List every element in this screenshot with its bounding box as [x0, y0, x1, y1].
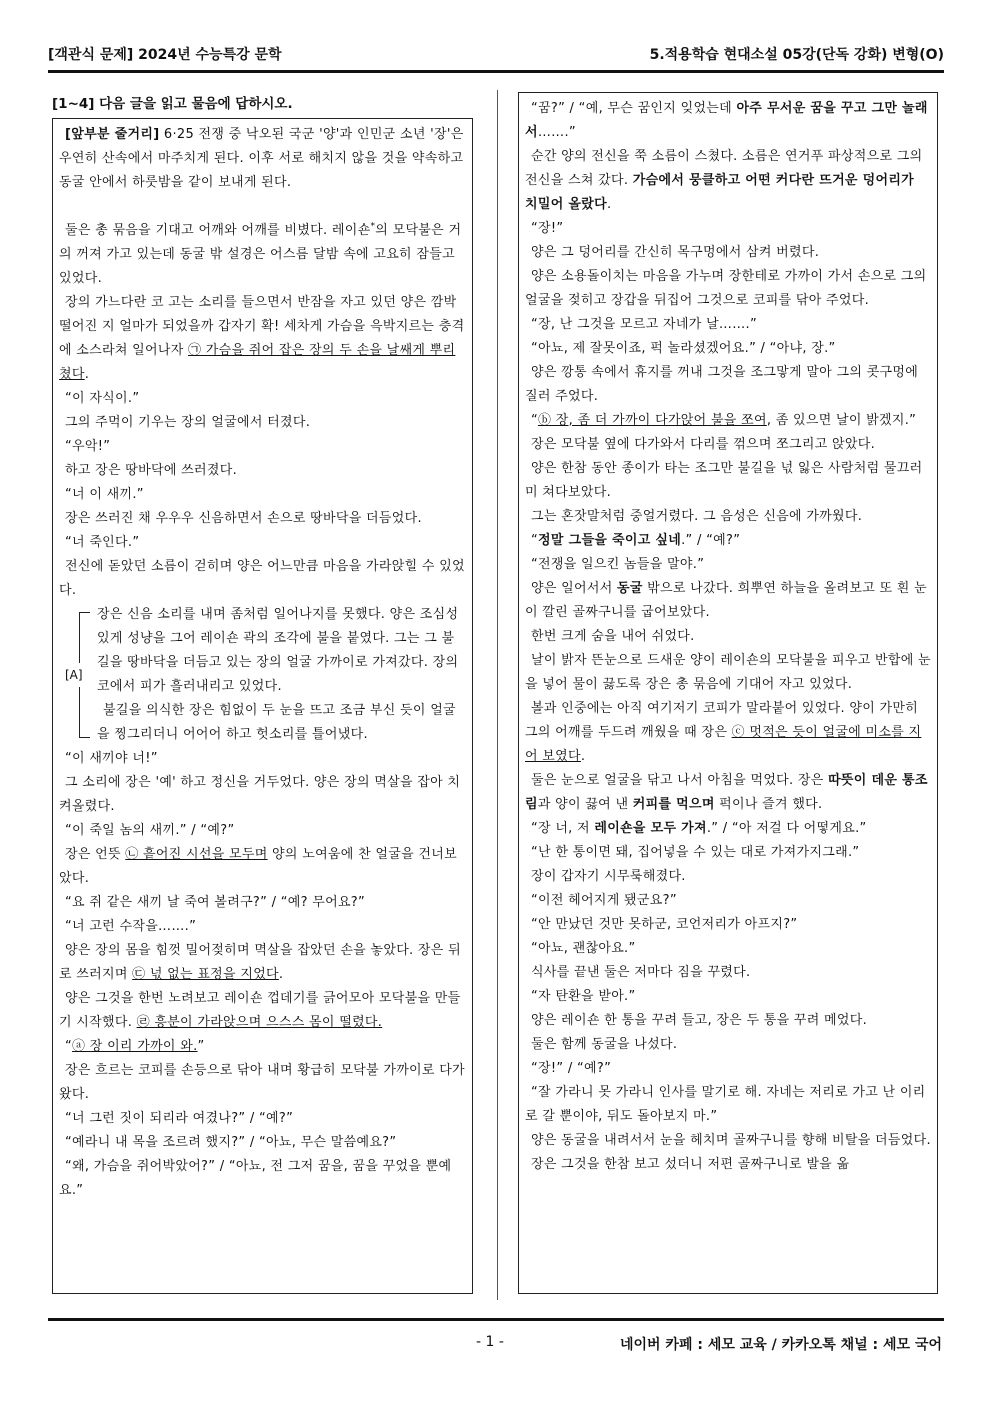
paragraph: “장!” / “예?” [531, 1061, 612, 1076]
footer-rule [48, 1318, 944, 1321]
paragraph: 불길을 의식한 장은 힘없이 두 눈을 뜨고 조금 부신 듯이 얼굴을 찡그리더니 어어어 하고 헛소리를 틀어냈다. [97, 703, 456, 742]
paragraph: 장은 언뜻 ㉡ 흩어진 시선을 모두며 양의 노여움에 찬 얼굴을 건너보았다. [59, 847, 457, 886]
paragraph: 양은 장의 몸을 힘껏 밀어젖히며 멱살을 잡았던 손을 놓았다. 장은 뒤로 쓰러지며 ㉢ 넋 없는 표정을 지었다. [59, 943, 461, 982]
passage-left-box [52, 118, 473, 1294]
paragraph: 양은 일어서서 동굴 밖으로 나갔다. 희뿌연 하늘을 올려보고 또 흰 눈이 깔린 골짜구니를 굽어보았다. [525, 581, 927, 620]
paragraph: 둘은 눈으로 얼굴을 닦고 나서 아침을 먹었다. 장은 따뜻이 데운 통조림과 양이 끓여 낸 커피를 먹으며 퍽이나 즐겨 했다. [525, 773, 928, 812]
paragraph: 장이 갑자기 시무룩해졌다. [531, 869, 686, 884]
underline-c: ㉢ 넋 없는 표정을 지었다 [132, 967, 279, 982]
paragraph: 장은 모닥불 옆에 다가와서 다리를 꺾으며 쪼그리고 앉았다. [531, 437, 876, 452]
paragraph: “정말 그들을 죽이고 싶네.” / “예?” [531, 533, 741, 548]
paragraph: “자 탄환을 받아.” [531, 989, 636, 1004]
page-header [48, 44, 944, 66]
paragraph: 장은 쓰러진 채 우우우 신음하면서 손으로 땅바닥을 더듬었다. [65, 511, 422, 526]
paragraph: 양은 깡통 속에서 휴지를 꺼내 그것을 조그맣게 말아 그의 콧구멍에 질러 주었다. [525, 365, 919, 404]
paragraph: 양은 레이숀 한 통을 꾸려 들고, 장은 두 통을 꾸려 메었다. [531, 1013, 868, 1028]
paragraph: 둘은 총 묶음을 기대고 어깨와 어깨를 비볐다. 레이숀*의 모닥불은 거의 꺼져 가고 있는데 동굴 밖 설경은 어스름 달밤 속에 고요히 잠들고 있었다. [59, 221, 462, 286]
paragraph: “ⓐ 장 이리 가까이 와.” [65, 1039, 205, 1054]
paragraph: “장!” [531, 221, 564, 236]
page-number: - 1 - [476, 1334, 504, 1350]
underline-b: ㉡ 흩어진 시선을 모두며 [125, 847, 268, 862]
bracket-label: [A] [65, 663, 83, 687]
paragraph: 전신에 돋았던 소름이 걷히며 양은 어느만큼 마음을 가라앉힐 수 있었다. [59, 559, 465, 598]
paragraph: 장은 흐르는 코피를 손등으로 닦아 내며 황급히 모닥불 가까이로 다가왔다. [59, 1063, 465, 1102]
paragraph: “꿈?” / “예, 무슨 꿈인지 잊었는데 아주 무서운 꿈을 꾸고 그만 놀래서…….” [525, 101, 928, 140]
footer-credit: 네이버 카페 : 세모 교육 / 카카오톡 채널 : 세모 국어 [619, 1337, 942, 1353]
header-section: 5.적용학습 현대소설 05강(단독 강화) 변형(O) [649, 47, 944, 63]
paragraph: “아뇨, 괜찮아요.” [531, 941, 636, 956]
header-title: [객관식 문제] 2024년 수능특강 문학 [48, 47, 282, 63]
paragraph: 순간 양의 전신을 쭉 소름이 스쳤다. 소름은 연거푸 파상적으로 그의 전신을 스쳐 갔다. 가슴에서 뭉클하고 어떤 커다란 뜨거운 덩어리가 치밀어 올랐다. [525, 149, 923, 212]
paragraph: 그는 혼잣말처럼 중얼거렸다. 그 음성은 신음에 가까웠다. [531, 509, 863, 524]
question-heading: [1~4] 다음 글을 읽고 물음에 답하시오. [52, 96, 293, 112]
paragraph: 양은 그 덩어리를 간신히 목구멍에서 삼켜 버렸다. [531, 245, 820, 260]
synopsis: [앞부분 줄거리] 6·25 전쟁 중 낙오된 국군 '양'과 인민군 소년 '장'은 우연히 산속에서 마주치게 된다. 이후 서로 해치지 않을 것을 약속하고 동굴 안에서 하룻밤을 같이 보내게 된다. [59, 127, 464, 190]
paragraph: “이 자식이.” [65, 391, 140, 406]
synopsis-label: [앞부분 줄거리] [65, 127, 160, 142]
header-rule [48, 70, 944, 73]
bracket-section-a [59, 603, 466, 747]
paragraph: “장, 난 그것을 모르고 자네가 날…….” [531, 317, 757, 332]
paragraph: “아뇨, 제 잘못이죠, 퍽 놀라셨겠어요.” / “아냐, 장.” [531, 341, 836, 356]
paragraph: “이 새끼야 너!” [65, 751, 158, 766]
paragraph: 둘은 함께 동굴을 나섰다. [531, 1037, 678, 1052]
paragraph: “너 이 새끼.” [65, 487, 144, 502]
paragraph: 양은 동굴을 내려서서 눈을 헤치며 골짜구니를 향해 비탈을 더듬었다. [531, 1133, 931, 1148]
paragraph: 양은 그것을 한번 노려보고 레이숀 껍데기를 긁어모아 모닥불을 만들기 시작했다. ㉣ 흥분이 가라앉으며 으스스 몸이 떨렸다. [59, 991, 461, 1030]
paragraph: 날이 밝자 뜬눈으로 드새운 양이 레이숀의 모닥불을 피우고 반합에 눈을 넣어 물이 끓도록 장은 총 묶음에 기대어 자고 있었다. [525, 653, 931, 692]
paragraph: “이 죽일 놈의 새끼.” / “예?” [65, 823, 235, 838]
paragraph: “ⓑ 장, 좀 더 가까이 다가앉어 불을 쪼여, 좀 있으면 날이 밝겠지.” [531, 413, 917, 428]
paragraph: 식사를 끝낸 둘은 저마다 짐을 꾸렸다. [531, 965, 751, 980]
paragraph: “장 너, 저 레이숀을 모두 가져.” / “아 저걸 다 어떻게요.” [531, 821, 867, 836]
paragraph: “전쟁을 일으킨 놈들을 말야.” [531, 557, 705, 572]
paragraph: “예라니 내 목을 조르려 했지?” / “아뇨, 무슨 말씀예요?” [65, 1135, 397, 1150]
paragraph: “요 쥐 같은 새끼 날 죽여 볼려구?” / “예? 무어요?” [65, 895, 366, 910]
underline-d: ㉣ 흥분이 가라앉으며 으스스 몸이 떨렸다. [136, 1015, 383, 1030]
paragraph: “왜, 가슴을 쥐어박았어?” / “아뇨, 전 그저 꿈을, 꿈을 꾸었을 뿐예요.” [59, 1159, 452, 1198]
paragraph: “잘 가라니 못 가라니 인사를 말기로 해. 자네는 저리로 가고 난 이리로 갈 뿐이야, 뒤도 돌아보지 마.” [525, 1085, 926, 1124]
passage-right-box [518, 92, 938, 1294]
paragraph: “너 고런 수작을…….” [65, 919, 197, 934]
paragraph: “너 죽인다.” [65, 535, 140, 550]
underline-cb: ⓑ 장, 좀 더 가까이 다가앉어 불을 쪼여 [538, 413, 767, 428]
paragraph: 양은 소용돌이치는 마음을 가누며 장한테로 가까이 가서 손으로 그의 얼굴을 젖히고 장갑을 뒤집어 그것으로 코피를 닦아 주었다. [525, 269, 927, 308]
paragraph: “이전 헤어지게 됐군요?” [531, 893, 677, 908]
underline-a: ㉠ 가슴을 쥐어 잡은 장의 두 손을 날쌔게 뿌리쳤다 [59, 343, 456, 382]
paragraph: “난 한 통이면 돼, 집어넣을 수 있는 대로 가져가지그래.” [531, 845, 860, 860]
paragraph: 그 소리에 장은 '예' 하고 정신을 거두었다. 양은 장의 멱살을 잡아 치켜올렸다. [59, 775, 461, 814]
paragraph: 그의 주먹이 기우는 장의 얼굴에서 터졌다. [65, 415, 311, 430]
paragraph: 볼과 인중에는 아직 여기저기 코피가 말라붙어 있었다. 양이 가만히 그의 어깨를 두드려 깨웠을 때 장은 ⓒ 멋적은 듯이 얼굴에 미소를 지어 보였다. [525, 701, 922, 764]
paragraph: 장은 그것을 한참 보고 섰더니 저편 골짜구니로 발을 옮 [531, 1157, 850, 1172]
blank-line [59, 195, 466, 219]
paragraph: “우악!” [65, 439, 111, 454]
column-divider [497, 90, 498, 1300]
paragraph: 장은 신음 소리를 내며 좀처럼 일어나지를 못했다. 양은 조심성 있게 성냥을 그어 레이숀 곽의 조각에 불을 붙였다. 그는 그 불길을 땅바닥을 더듬고 있는 장의 얼굴 가까이로 가져갔다. 장의 코에서 피가 흘러내리고 있었다. [97, 607, 459, 694]
underline-cc: ⓒ 멋적은 듯이 얼굴에 미소를 지어 보였다 [525, 725, 922, 764]
paragraph: 양은 한참 동안 종이가 타는 조그만 불길을 넋 잃은 사람처럼 물끄러미 쳐다보았다. [525, 461, 923, 500]
paragraph: 장의 가느다란 코 고는 소리를 들으면서 반잠을 자고 있던 양은 깜박 떨어진 지 얼마가 되었을까 갑자기 확! 세차게 가슴을 윽박지르는 충격에 소스라쳐 일어나자 ㉠ 가슴을 쥐어 잡은 장의 두 손을 날쌔게 뿌리쳤다. [59, 295, 465, 382]
paragraph: “안 만났던 것만 못하군, 코언저리가 아프지?” [531, 917, 798, 932]
paragraph: 한번 크게 숨을 내어 쉬었다. [531, 629, 695, 644]
underline-ca: ⓐ 장 이리 가까이 와. [72, 1039, 198, 1054]
paragraph: 하고 장은 땅바닥에 쓰러졌다. [65, 463, 238, 478]
paragraph: “너 그런 짓이 되리라 여겼나?” / “예?” [65, 1111, 294, 1126]
